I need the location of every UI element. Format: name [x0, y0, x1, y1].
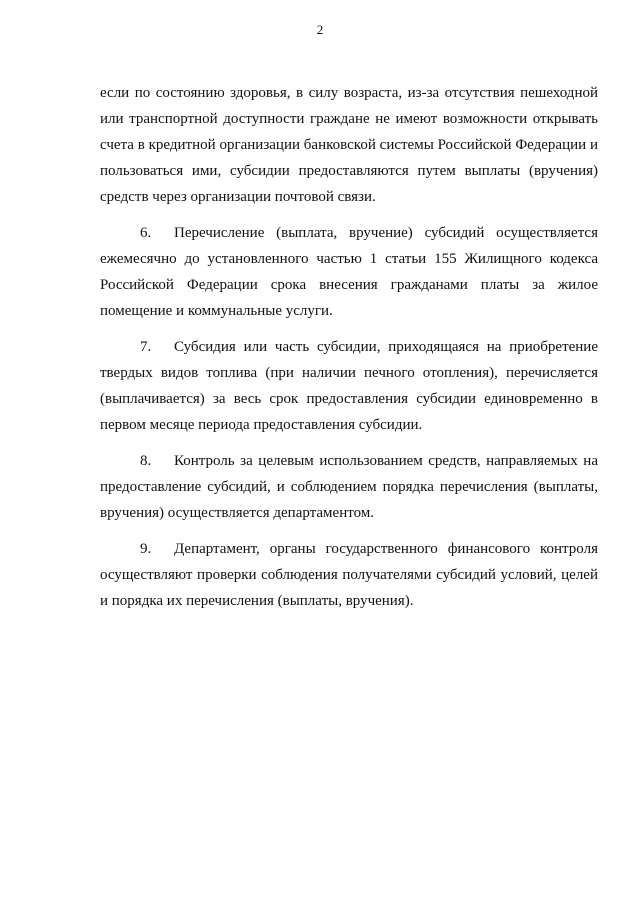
document-body: [100, 80, 598, 624]
page-number: 2: [316, 22, 324, 37]
paragraph-8: [100, 448, 598, 526]
paragraph-7: [100, 334, 598, 438]
paragraph-text: если по состоянию здоровья, в силу возраста, из-за отсутствия пешеходной или транспортной доступности граждане не имеют возможности открывать счета в кредитной организации банковской системы Российской Федерации и пользоваться ими, субсидии предоставляются путем выплаты (вручения) средств через организации почтовой связи.: [100, 85, 598, 205]
paragraph-number: 9.: [140, 541, 152, 557]
paragraph-text: Контроль за целевым использованием средств, направляемых на предоставление субсидий, и соблюдением порядка перечисления (выплаты, вручения) осуществляется департаментом.: [100, 453, 598, 521]
paragraph-9: [100, 536, 598, 614]
paragraph-number: 6.: [140, 225, 152, 241]
paragraph-continuation: [100, 80, 598, 210]
paragraph-text: Перечисление (выплата, вручение) субсидий осуществляется ежемесячно до установленного частью 1 статьи 155 Жилищного кодекса Российской Федерации срока внесения гражданами платы за жилое помещение и коммунальные услуги.: [100, 225, 598, 319]
paragraph-number: 8.: [140, 453, 152, 469]
paragraph-text: Субсидия или часть субсидии, приходящаяся на приобретение твердых видов топлива (при наличии печного отопления), перечисляется (выплачивается) за весь срок предоставления субсидии единовременно в первом месяце периода предоставления субсидии.: [100, 339, 598, 433]
paragraph-text: Департамент, органы государственного финансового контроля осуществляют проверки соблюдения получателями субсидий условий, целей и порядка их перечисления (выплаты, вручения).: [100, 541, 598, 609]
paragraph-6: [100, 220, 598, 324]
paragraph-number: 7.: [140, 339, 152, 355]
